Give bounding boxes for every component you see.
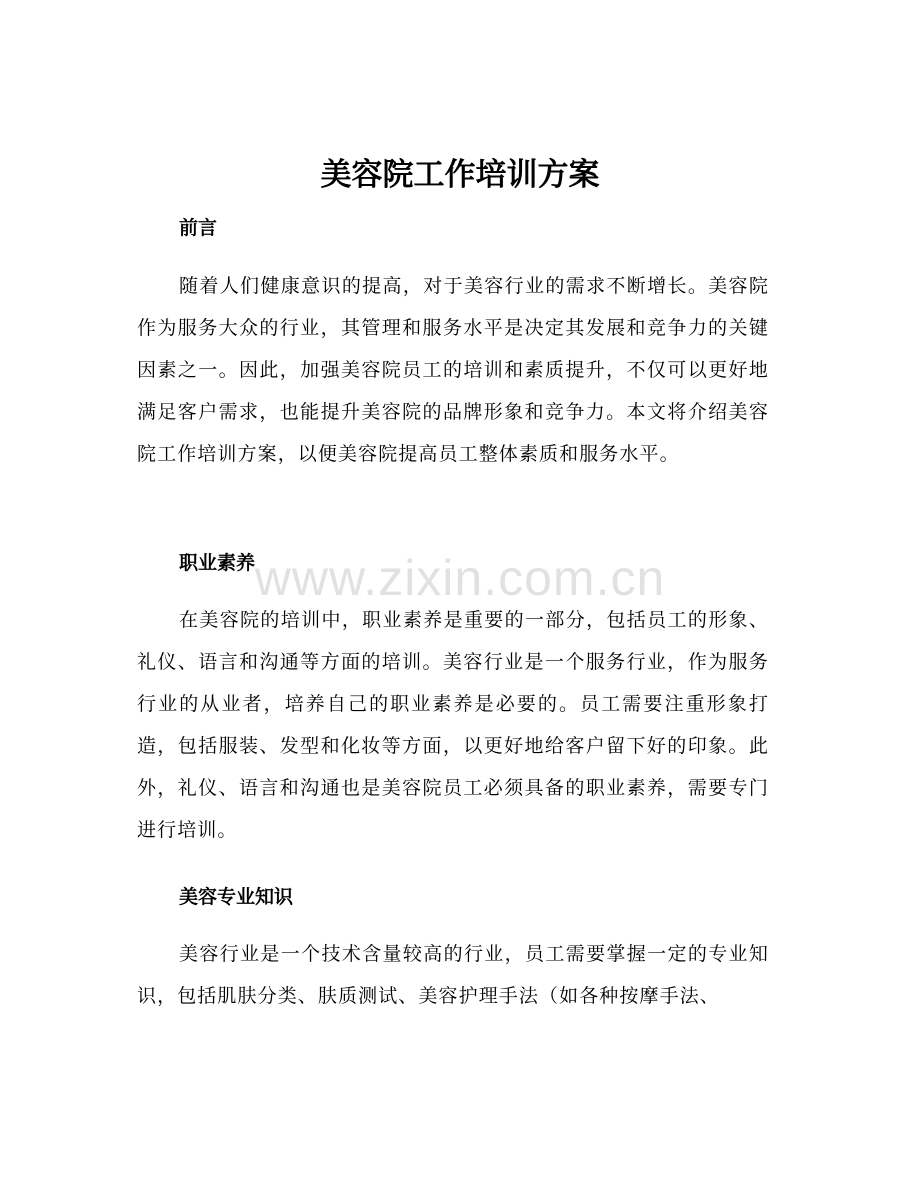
section-beauty-knowledge-body	[137, 933, 769, 1017]
section-paragraph-professionalism: 在美容院的培训中，职业素养是重要的一部分，包括员工的形象、礼仪、语言和沟通等方面的培训。美容行业是一个服务行业，作为服务行业的从业者，培养自己的职业素养是必要的。员工需要注重形象打造，包括服装、发型和化妆等方面，以更好地给客户留下好的印象。此外，礼仪、语言和沟通也是美容院员工必须具备的职业素养，需要专门进行培训。	[137, 609, 769, 841]
section-heading-professionalism: 职业素养	[179, 552, 256, 574]
section-paragraph-beauty-knowledge: 美容行业是一个技术含量较高的行业，员工需要掌握一定的专业知识，包括肌肤分类、肤质测试、美容护理手法（如各种按摩手法、	[137, 943, 769, 1007]
section-paragraph-preface: 随着人们健康意识的提高，对于美容行业的需求不断增长。美容院作为服务大众的行业，其管理和服务水平是决定其发展和竞争力的关键因素之一。因此，加强美容院员工的培训和素质提升，不仅可以更好地满足客户需求，也能提升美容院的品牌形象和竞争力。本文将介绍美容院工作培训方案，以便美容院提高员工整体素质和服务水平。	[137, 275, 769, 465]
watermark-text: www.zixin.com.cn	[254, 550, 666, 606]
section-professionalism-body	[137, 599, 769, 851]
section-heading-preface: 前言	[179, 217, 218, 239]
section-professionalism	[137, 549, 769, 577]
document-title: 美容院工作培训方案	[320, 157, 600, 193]
section-preface-body	[137, 265, 769, 475]
section-heading-beauty-knowledge: 美容专业知识	[179, 886, 294, 908]
section-preface	[137, 214, 769, 242]
section-beauty-knowledge	[137, 883, 769, 911]
